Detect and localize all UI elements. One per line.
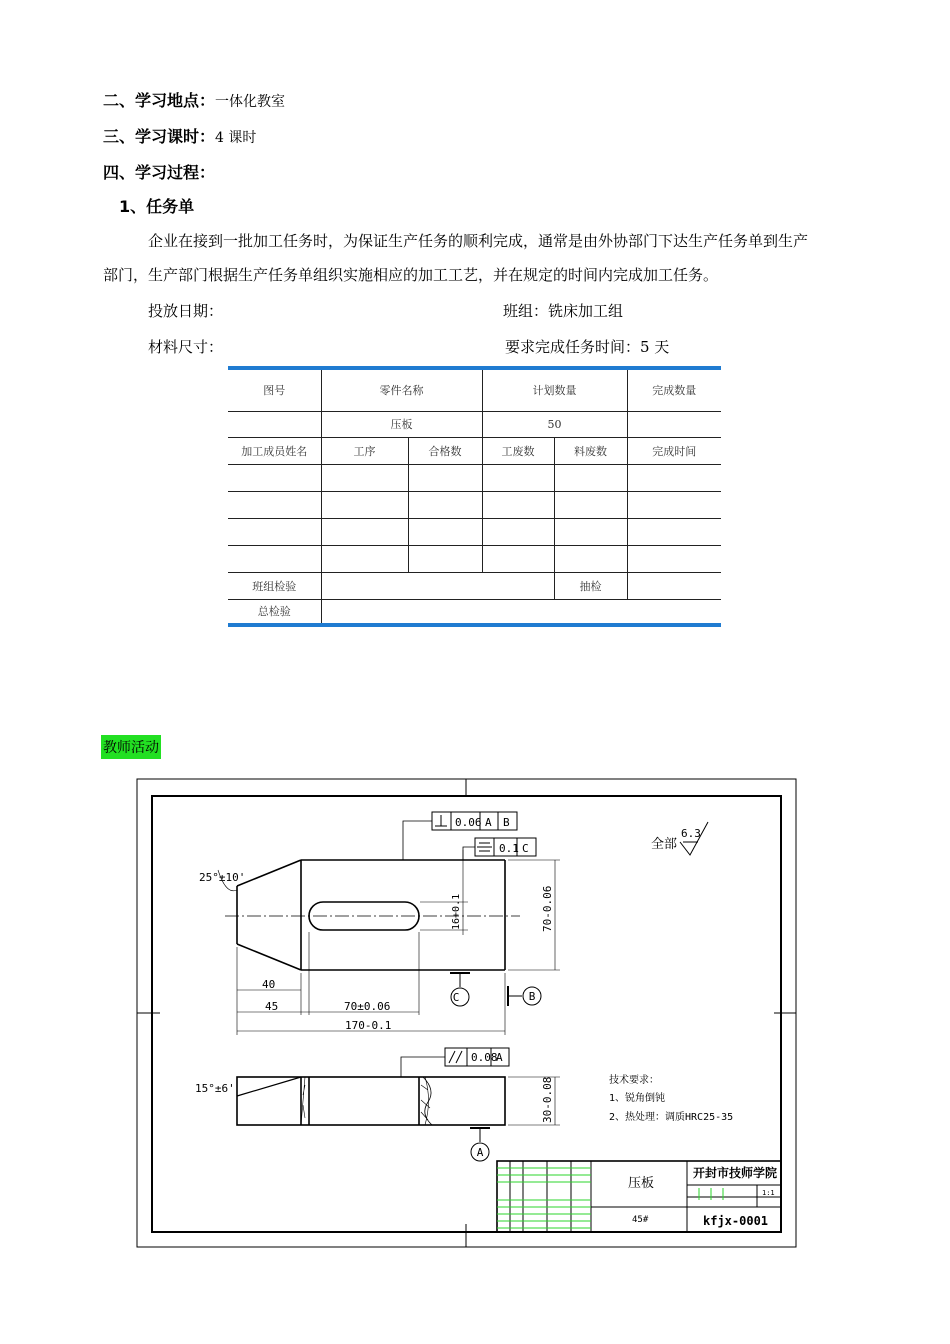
title-scale: 1:1 [762, 1189, 775, 1197]
h-part-name: 零件名称 [321, 368, 482, 411]
team-field: 班组：铣床加工组 [503, 302, 624, 320]
angle-top-text: 25°±10' [199, 871, 246, 884]
roughness-all-text: 全部 [651, 837, 678, 852]
h-done-qty: 完成数量 [627, 368, 721, 411]
release-date-field: 投放日期： [148, 302, 224, 320]
datum-b-text: B [528, 990, 536, 1003]
tech-req-title: 技术要求： [609, 1075, 659, 1086]
datum-a-text: A [476, 1146, 484, 1159]
dim-70-text: 70±0.06 [344, 1000, 391, 1013]
perp-datum-a-text: A [485, 816, 492, 829]
sym-tol-text: 0.1 [499, 842, 519, 855]
spot-check-label: 抽检 [554, 572, 627, 599]
part-name-cell: 压板 [321, 411, 482, 437]
deadline-field: 要求完成任务时间：5 天 [505, 338, 670, 356]
h-material-scrap: 料废数 [554, 437, 627, 464]
dim-16-text: 16+0.1 [451, 893, 462, 930]
h-work-scrap: 工废数 [482, 437, 554, 464]
angle-bottom-text: 15°±6' [195, 1082, 235, 1095]
title-school: 开封市技师学院 [693, 1166, 778, 1180]
dim-40-text: 40 [262, 978, 276, 991]
task-title: 1、任务单 [119, 197, 195, 216]
team-check-label: 班组检验 [228, 572, 321, 599]
place-label: 二、学习地点： [103, 91, 216, 110]
paragraph-line-2: 部门，生产部门根据生产任务单组织实施相应的加工工艺，并在规定的时间内完成加工任务。 [103, 266, 719, 284]
dim-height-text: 70-0.06 [541, 885, 554, 932]
teacher-activity-badge: 教师活动 [101, 735, 161, 759]
final-check-label: 总检验 [228, 599, 321, 625]
hours-value: 4 课时 [215, 130, 257, 146]
parallel-tol-text: 0.08 [471, 1051, 498, 1064]
dim-45-text: 45 [265, 1000, 279, 1013]
place-value: 一体化教室 [215, 94, 286, 110]
h-plan-qty: 计划数量 [482, 368, 627, 411]
top-view-outline [237, 860, 505, 970]
paragraph-line-1: 企业在接到一批加工任务时，为保证生产任务的顺利完成，通常是由外协部门下达生产任务单到生产 [148, 232, 809, 250]
h-process: 工序 [321, 437, 408, 464]
tech-req-2: 2、热处理：调质HRC25-35 [609, 1112, 734, 1123]
sym-datum-c-text: C [522, 842, 529, 855]
perp-tol-text: 0.06 [455, 816, 482, 829]
hours-label: 三、学习课时： [103, 127, 216, 146]
roughness-value-text: 6.3 [681, 827, 701, 840]
title-drawing-no: kfjx-0001 [703, 1214, 769, 1228]
process-heading: 四、学习过程： [103, 163, 216, 182]
material-size-field: 材料尺寸： [148, 338, 224, 356]
parallel-datum-text: A [496, 1051, 503, 1064]
h-qualified: 合格数 [408, 437, 482, 464]
h-done-time: 完成时间 [627, 437, 721, 464]
dim-170-text: 170-0.1 [345, 1019, 392, 1032]
perp-datum-b-text: B [503, 816, 510, 829]
title-part-name: 压板 [628, 1176, 655, 1191]
datum-c-text: C [452, 991, 460, 1004]
tech-req-1: 1、锐角倒钝 [609, 1093, 666, 1104]
plan-qty-cell: 50 [482, 411, 627, 437]
h-operator: 加工成员姓名 [228, 437, 321, 464]
h-drawing-no: 图号 [228, 368, 321, 411]
title-material: 45# [632, 1215, 649, 1225]
dim-thickness-text: 30-0.08 [541, 1076, 554, 1123]
